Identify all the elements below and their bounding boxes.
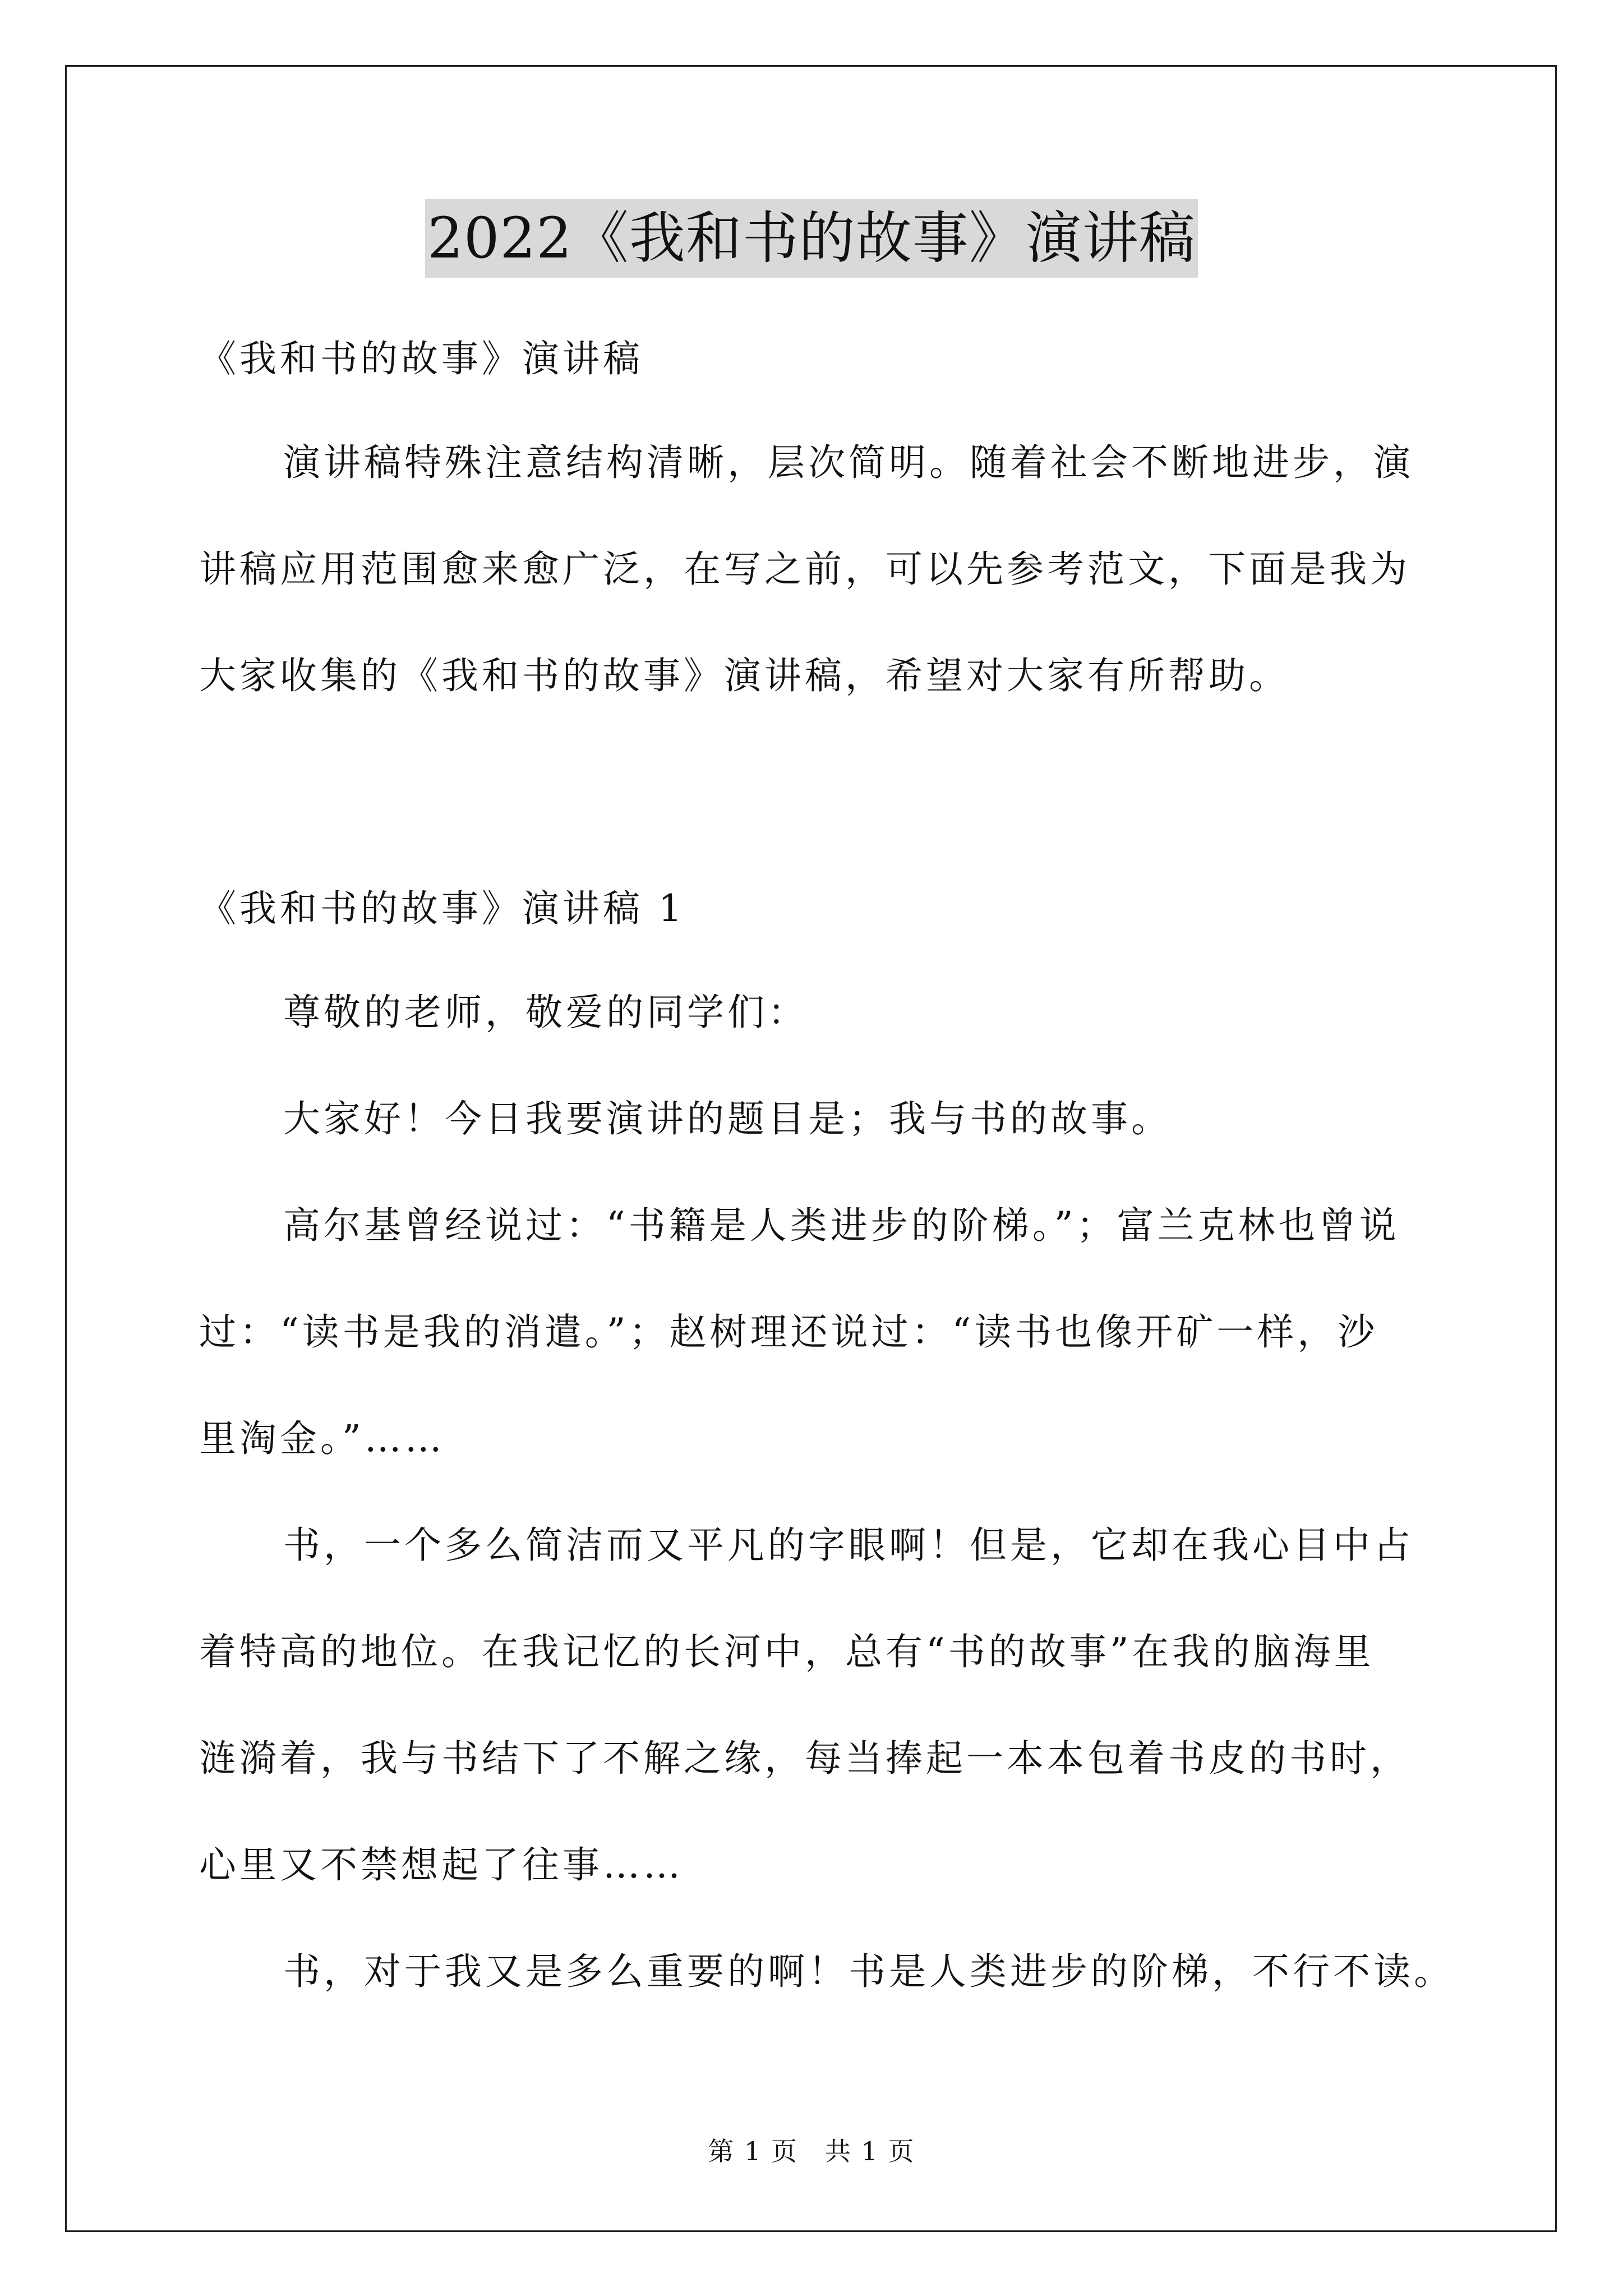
title-container xyxy=(0,199,1623,278)
book-line-1: 书，一个多么简洁而又平凡的字眼啊！但是，它却在我心目中占 xyxy=(283,1524,1414,1567)
intro-line-1: 演讲稿特殊注意结构清晰，层次简明。随着社会不断地进步，演 xyxy=(283,441,1414,484)
document-title: 2022《我和书的故事》演讲稿 xyxy=(425,199,1198,278)
book-line-2: 着特高的地位。在我记忆的长河中，总有“书的故事”在我的脑海里 xyxy=(199,1630,1375,1673)
book-line-4: 心里又不禁想起了往事…… xyxy=(199,1843,684,1887)
book-line-3: 涟漪着，我与书结下了不解之缘，每当捧起一本本包着书皮的书时， xyxy=(199,1737,1410,1780)
intro-line-2: 讲稿应用范围愈来愈广泛，在写之前，可以先参考范文，下面是我为 xyxy=(199,547,1410,591)
quote-line-1: 高尔基曾经说过：“书籍是人类进步的阶梯。”；富兰克林也曾说 xyxy=(283,1204,1400,1247)
subtitle: 《我和书的故事》演讲稿 xyxy=(199,337,643,380)
quote-line-2: 过：“读书是我的消遣。”；赵树理还说过：“读书也像开矿一样，沙 xyxy=(199,1310,1378,1354)
intro-paragraph xyxy=(199,409,1430,729)
intro-line-3: 大家收集的《我和书的故事》演讲稿，希望对大家有所帮助。 xyxy=(199,654,1289,697)
section-heading: 《我和书的故事》演讲稿 1 xyxy=(199,887,685,930)
page-footer: 第 1 页 共 1 页 xyxy=(708,2136,915,2166)
greeting-line: 尊敬的老师，敬爱的同学们： xyxy=(283,991,808,1034)
last-line: 书，对于我又是多么重要的啊！书是人类进步的阶梯，不行不读。 xyxy=(283,1950,1454,1993)
hello-line: 大家好！今日我要演讲的题目是；我与书的故事。 xyxy=(283,1097,1172,1140)
quote-line-3: 里淘金。”…… xyxy=(199,1417,445,1460)
section-body xyxy=(199,959,1454,2025)
